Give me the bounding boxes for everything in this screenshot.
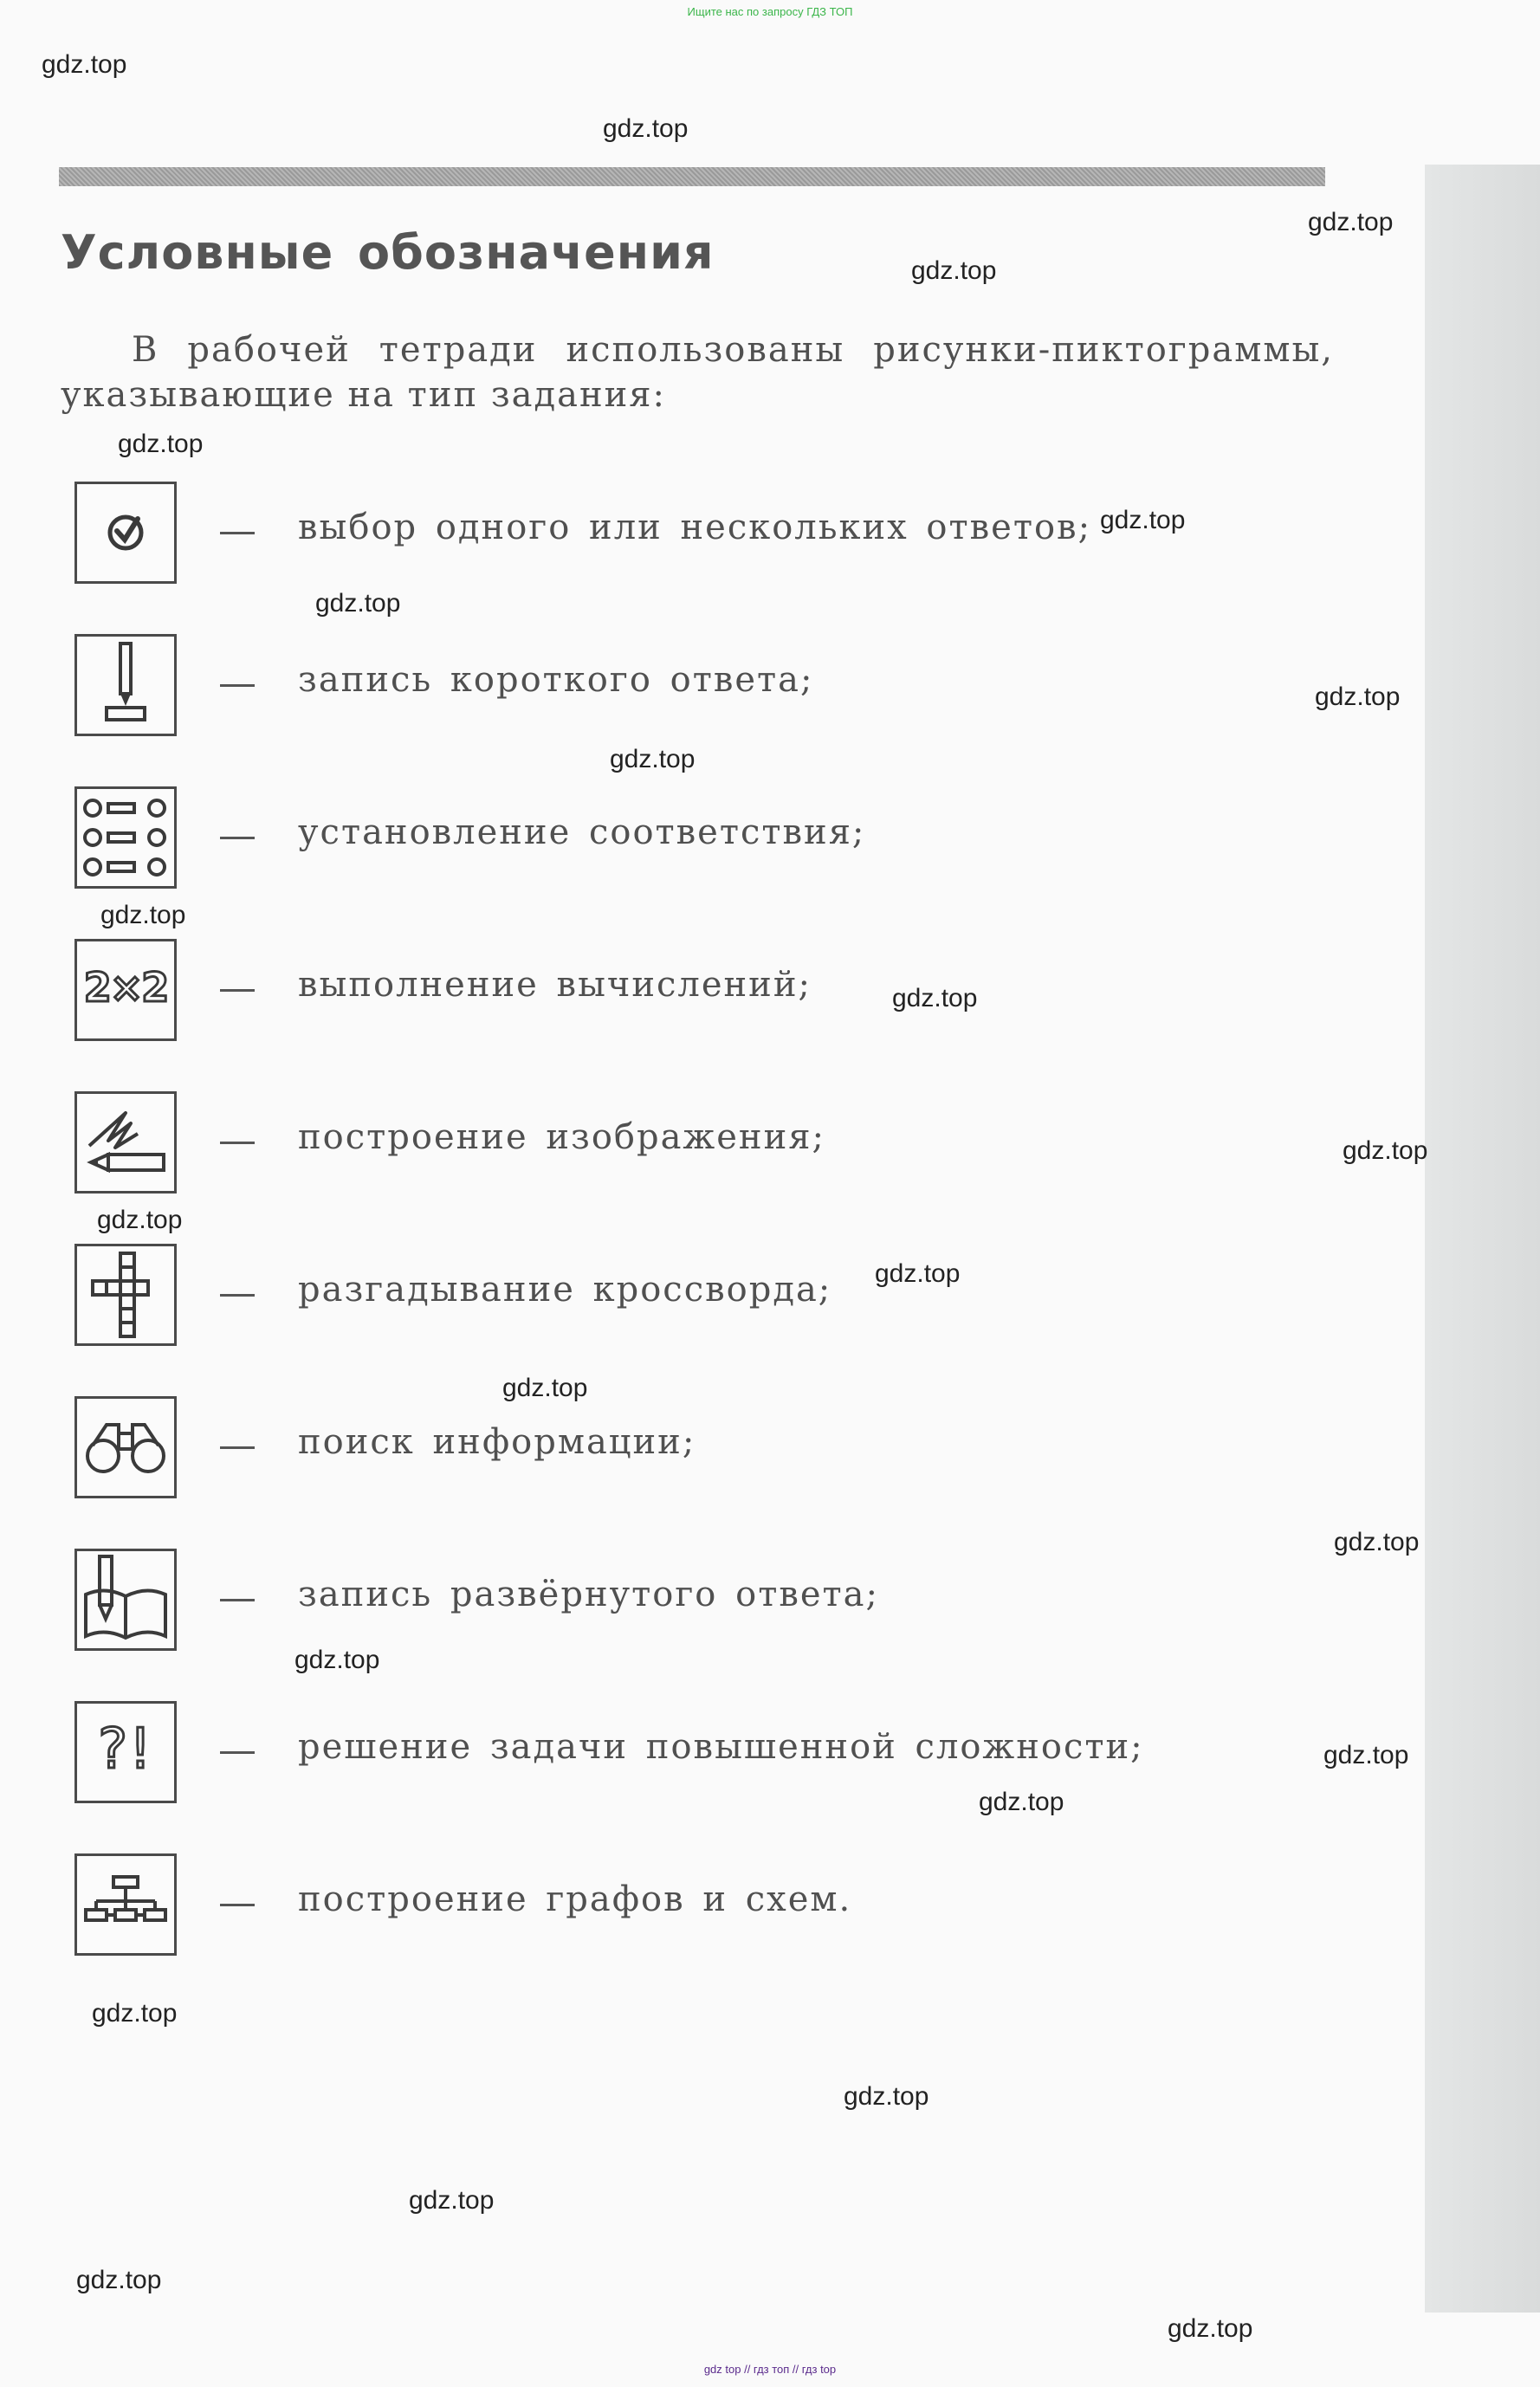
watermark: gdz.top xyxy=(875,1259,961,1288)
watermark: gdz.top xyxy=(502,1374,588,1402)
legend-item xyxy=(74,482,1356,589)
watermark: gdz.top xyxy=(92,1999,178,2028)
legend-item xyxy=(74,786,1356,894)
watermark: gdz.top xyxy=(118,430,204,458)
graph-scheme-icon xyxy=(74,1853,177,1956)
icon-text: 2×2 xyxy=(83,964,168,1011)
watermark: gdz.top xyxy=(315,589,401,618)
legend-item xyxy=(74,939,1356,1046)
legend-item xyxy=(74,1701,1356,1808)
icon-text: ?! xyxy=(98,1717,153,1782)
pen-on-line-icon xyxy=(74,634,177,736)
watermark: gdz.top xyxy=(1343,1136,1428,1165)
legend-item xyxy=(74,1853,1356,1961)
watermark: gdz.top xyxy=(603,114,689,143)
watermark: gdz.top xyxy=(979,1788,1064,1816)
crossword-icon xyxy=(74,1244,177,1346)
legend-item xyxy=(74,1244,1356,1351)
matching-icon xyxy=(74,786,177,889)
intro-paragraph xyxy=(61,327,1334,417)
legend-item xyxy=(74,1091,1356,1199)
legend-label: построение изображения; xyxy=(298,1117,825,1157)
legend-label: поиск информации; xyxy=(298,1422,696,1462)
watermark: gdz.top xyxy=(844,2082,929,2111)
watermark: gdz.top xyxy=(1100,506,1186,534)
pen-and-book-icon xyxy=(74,1549,177,1651)
watermark: gdz.top xyxy=(1315,682,1401,711)
watermark: gdz.top xyxy=(100,901,186,929)
legend-item xyxy=(74,1396,1356,1504)
calculation-2x2-icon xyxy=(74,939,177,1041)
legend-label: выбор одного или нескольких ответов; xyxy=(298,508,1092,547)
watermark: gdz.top xyxy=(892,984,978,1012)
dash xyxy=(220,1142,255,1144)
dash xyxy=(220,684,255,687)
dash xyxy=(220,1294,255,1297)
watermark: gdz.top xyxy=(294,1646,380,1674)
checkmark-circle-icon xyxy=(74,482,177,584)
watermark: gdz.top xyxy=(1168,2314,1253,2343)
legend-label: запись развёрнутого ответа; xyxy=(298,1575,879,1614)
legend-label: построение графов и схем. xyxy=(298,1879,852,1919)
question-exclamation-icon xyxy=(74,1701,177,1803)
watermark: gdz.top xyxy=(1323,1741,1409,1769)
watermark: gdz.top xyxy=(1308,208,1394,236)
page-title: Условные обозначения xyxy=(61,225,715,280)
page-edge-shadow xyxy=(1425,165,1540,2313)
header-note: Ищите нас по запросу ГДЗ ТОП xyxy=(687,5,853,18)
legend-item xyxy=(74,1549,1356,1656)
binoculars-icon xyxy=(74,1396,177,1498)
dash xyxy=(220,1904,255,1906)
watermark: gdz.top xyxy=(610,745,696,773)
watermark: gdz.top xyxy=(97,1206,183,1234)
legend-label: выполнение вычислений; xyxy=(298,965,812,1005)
intro-line-1: В рабочей тетради использованы рисунки-пиктограммы, xyxy=(132,330,1334,370)
watermark: gdz.top xyxy=(1334,1528,1420,1556)
dash xyxy=(220,532,255,534)
dash xyxy=(220,1446,255,1449)
dash xyxy=(220,837,255,839)
dash xyxy=(220,1599,255,1601)
watermark: gdz.top xyxy=(409,2186,495,2215)
intro-line-2: указывающие на тип задания: xyxy=(61,375,667,415)
watermark: gdz.top xyxy=(76,2266,162,2294)
legend-label: запись короткого ответа; xyxy=(298,660,814,700)
legend-item xyxy=(74,634,1356,741)
legend-label: решение задачи повышенной сложности; xyxy=(298,1727,1144,1767)
watermark: gdz.top xyxy=(911,256,997,285)
legend-label: установление соответствия; xyxy=(298,812,866,852)
watermark: gdz.top xyxy=(42,50,127,79)
dash xyxy=(220,989,255,992)
legend-label: разгадывание кроссворда; xyxy=(298,1270,832,1310)
footer-note: gdz top // гдз топ // гдз top xyxy=(703,2363,837,2376)
pencil-drawing-icon xyxy=(74,1091,177,1194)
header-rule xyxy=(59,167,1325,186)
dash xyxy=(220,1751,255,1754)
